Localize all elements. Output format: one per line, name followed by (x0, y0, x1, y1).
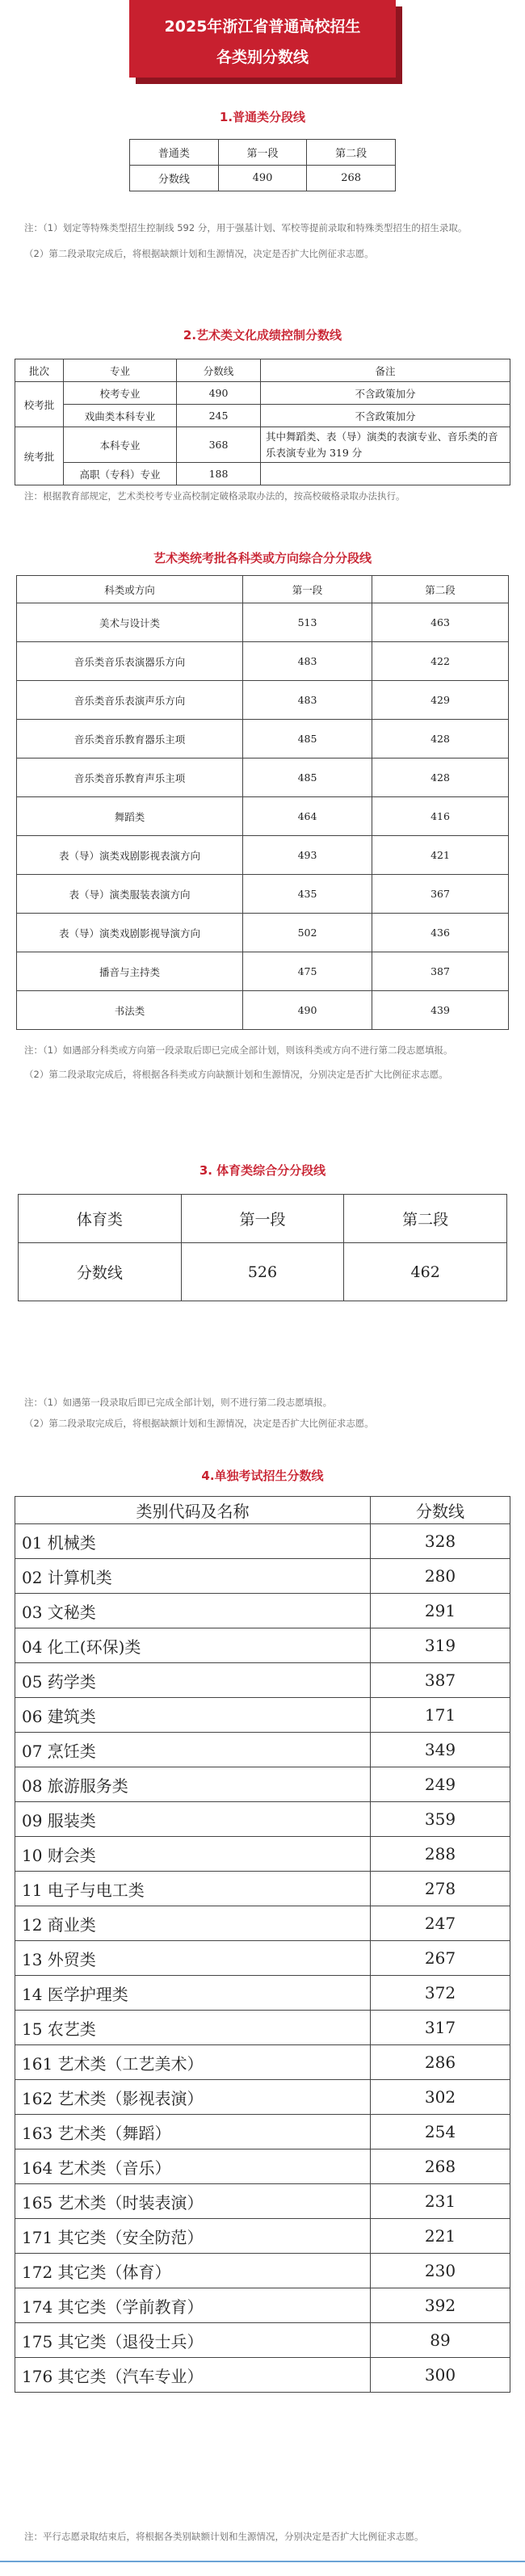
independent-exam-table (15, 1496, 510, 2393)
table-header: 第二段 (344, 1195, 507, 1243)
table-cell: 490 (243, 991, 372, 1030)
table-cell: 387 (372, 952, 509, 991)
table-cell: 10 财会类 (15, 1837, 371, 1872)
table-cell: 165 艺术类（时装表演） (15, 2184, 371, 2219)
table-cell: 171 其它类（安全防范） (15, 2219, 371, 2254)
table-cell: 分数线 (130, 166, 219, 191)
table-header: 体育类 (19, 1195, 182, 1243)
table-header: 第二段 (372, 576, 509, 603)
banner-title: 2025年浙江省普通高校招生 (164, 18, 361, 36)
note-line: 注：（1）如遇部分科类或方向第一段录取后即已完成全部计划，则该科类或方向不进行第二段志愿填报。 (24, 1044, 453, 1056)
table-cell: 245 (177, 405, 261, 427)
table-cell: 421 (372, 836, 509, 875)
table-cell: 06 建筑类 (15, 1698, 371, 1733)
table-cell: 表（导）演类戏剧影视表演方向 (17, 836, 243, 875)
table-cell: 164 艺术类（音乐） (15, 2149, 371, 2184)
table-cell: 317 (371, 2011, 510, 2045)
table-cell: 463 (372, 603, 509, 642)
art-unified-table (16, 575, 509, 1030)
art-culture-note (24, 488, 509, 504)
table-cell: 387 (371, 1663, 510, 1698)
table-cell: 分数线 (19, 1243, 182, 1301)
table-cell: 播音与主持类 (17, 952, 243, 991)
batch-cell: 统考批 (15, 427, 64, 485)
table-cell: 359 (371, 1802, 510, 1837)
table-cell: 其中舞蹈类、表（导）演类的表演专业、音乐类的音乐表演专业为 319 分 (261, 427, 510, 463)
table-cell: 07 烹饪类 (15, 1733, 371, 1767)
table-cell: 349 (371, 1733, 510, 1767)
table-cell: 422 (372, 642, 509, 681)
table-cell: 本科专业 (64, 427, 177, 463)
table-cell (261, 463, 510, 485)
independent-note (24, 2528, 509, 2544)
table-cell: 舞蹈类 (17, 797, 243, 836)
table-cell: 328 (371, 1524, 510, 1559)
table-cell: 音乐类音乐表演器乐方向 (17, 642, 243, 681)
table-cell: 428 (372, 720, 509, 759)
table-cell: 221 (371, 2219, 510, 2254)
table-cell: 526 (181, 1243, 344, 1301)
table-cell: 书法类 (17, 991, 243, 1030)
table-cell: 493 (243, 836, 372, 875)
section-title-independent: 4.单独考试招生分数线 (201, 1469, 324, 1483)
table-header: 类别代码及名称 (15, 1497, 371, 1524)
table-cell: 367 (372, 875, 509, 914)
table-cell: 485 (243, 759, 372, 797)
table-cell: 513 (243, 603, 372, 642)
table-cell: 12 商业类 (15, 1906, 371, 1941)
note-line: 注：平行志愿录取结束后，将根据各类别缺额计划和生源情况，分别决定是否扩大比例征求志愿。 (24, 2531, 424, 2542)
table-cell: 286 (371, 2045, 510, 2080)
table-cell: 485 (243, 720, 372, 759)
table-header: 专业 (64, 359, 177, 382)
table-cell: 02 计算机类 (15, 1559, 371, 1594)
table-cell: 美术与设计类 (17, 603, 243, 642)
table-header: 第一段 (218, 140, 307, 166)
table-cell: 13 外贸类 (15, 1941, 371, 1976)
table-cell: 268 (307, 166, 396, 191)
table-cell: 高职（专科）专业 (64, 463, 177, 485)
table-header: 第二段 (307, 140, 396, 166)
section-title-sports: 3. 体育类综合分分段线 (199, 1163, 326, 1178)
table-header: 分数线 (371, 1497, 510, 1524)
table-cell: 05 药学类 (15, 1663, 371, 1698)
general-score-table (129, 139, 396, 191)
table-cell: 03 文秘类 (15, 1594, 371, 1628)
table-cell: 表（导）演类戏剧影视导演方向 (17, 914, 243, 952)
table-cell: 462 (344, 1243, 507, 1301)
table-cell: 490 (218, 166, 307, 191)
table-cell: 163 艺术类（舞蹈） (15, 2115, 371, 2149)
table-cell: 174 其它类（学前教育） (15, 2288, 371, 2323)
table-cell: 表（导）演类服装表演方向 (17, 875, 243, 914)
table-cell: 429 (372, 681, 509, 720)
table-cell: 300 (371, 2358, 510, 2393)
batch-cell: 校考批 (15, 382, 64, 427)
table-cell: 483 (243, 681, 372, 720)
table-cell: 319 (371, 1628, 510, 1663)
table-cell: 09 服装类 (15, 1802, 371, 1837)
table-header: 批次 (15, 359, 64, 382)
table-cell: 278 (371, 1872, 510, 1906)
table-cell: 162 艺术类（影视表演） (15, 2080, 371, 2115)
table-cell: 01 机械类 (15, 1524, 371, 1559)
general-notes (24, 220, 509, 262)
table-cell: 231 (371, 2184, 510, 2219)
title-banner (129, 0, 396, 78)
table-cell: 音乐类音乐教育器乐主项 (17, 720, 243, 759)
table-cell: 464 (243, 797, 372, 836)
banner-subtitle: 各类别分数线 (216, 48, 309, 66)
table-cell: 247 (371, 1906, 510, 1941)
sports-score-table (18, 1194, 507, 1301)
table-cell: 268 (371, 2149, 510, 2184)
table-cell: 368 (177, 427, 261, 463)
table-cell: 08 旅游服务类 (15, 1767, 371, 1802)
sports-notes (24, 1394, 509, 1431)
note-line: 注：（1）划定等特殊类型招生控制线 592 分，用于强基计划、军校等提前录取和特殊类型招生的招生录取。 (24, 222, 468, 233)
table-cell: 04 化工(环保)类 (15, 1628, 371, 1663)
table-cell: 音乐类音乐表演声乐方向 (17, 681, 243, 720)
note-line: 注：（1）如遇第一段录取后即已完成全部计划，则不进行第二段志愿填报。 (24, 1397, 333, 1408)
bottom-divider (0, 2561, 525, 2562)
table-cell: 502 (243, 914, 372, 952)
table-cell: 416 (372, 797, 509, 836)
table-cell: 249 (371, 1767, 510, 1802)
table-cell: 188 (177, 463, 261, 485)
table-cell: 291 (371, 1594, 510, 1628)
table-header: 分数线 (177, 359, 261, 382)
note-line: （2）第二段录取完成后，将根据各科类或方向缺额计划和生源情况，分别决定是否扩大比例征求志愿。 (24, 1069, 448, 1080)
note-line: 注：根据教育部规定，艺术类校考专业高校制定破格录取办法的，按高校破格录取办法执行。 (24, 490, 405, 502)
note-line: （2）第二段录取完成后，将根据缺额计划和生源情况，决定是否扩大比例征求志愿。 (24, 1418, 374, 1429)
table-header: 普通类 (130, 140, 219, 166)
note-line: （2）第二段录取完成后，将根据缺额计划和生源情况，决定是否扩大比例征求志愿。 (24, 248, 374, 259)
art-unified-notes (24, 1042, 509, 1082)
table-cell: 不含政策加分 (261, 382, 510, 405)
table-cell: 288 (371, 1837, 510, 1872)
table-cell: 161 艺术类（工艺美术） (15, 2045, 371, 2080)
art-culture-table (15, 359, 510, 485)
table-header: 备注 (261, 359, 510, 382)
table-cell: 音乐类音乐教育声乐主项 (17, 759, 243, 797)
table-cell: 267 (371, 1941, 510, 1976)
table-header: 第一段 (243, 576, 372, 603)
table-cell: 428 (372, 759, 509, 797)
section-title-general: 1.普通类分段线 (219, 110, 306, 124)
table-cell: 254 (371, 2115, 510, 2149)
table-header: 第一段 (181, 1195, 344, 1243)
table-cell: 280 (371, 1559, 510, 1594)
table-cell: 475 (243, 952, 372, 991)
table-cell: 392 (371, 2288, 510, 2323)
table-cell: 15 农艺类 (15, 2011, 371, 2045)
table-cell: 175 其它类（退役士兵） (15, 2323, 371, 2358)
table-cell: 435 (243, 875, 372, 914)
section-title-art-culture: 2.艺术类文化成绩控制分数线 (183, 328, 342, 342)
table-cell: 230 (371, 2254, 510, 2288)
table-cell: 校考专业 (64, 382, 177, 405)
table-cell: 439 (372, 991, 509, 1030)
table-cell: 不含政策加分 (261, 405, 510, 427)
table-cell: 171 (371, 1698, 510, 1733)
table-cell: 483 (243, 642, 372, 681)
table-cell: 176 其它类（汽车专业） (15, 2358, 371, 2393)
table-cell: 89 (371, 2323, 510, 2358)
table-cell: 372 (371, 1976, 510, 2011)
table-header: 科类或方向 (17, 576, 243, 603)
table-cell: 436 (372, 914, 509, 952)
table-cell: 172 其它类（体育） (15, 2254, 371, 2288)
table-cell: 14 医学护理类 (15, 1976, 371, 2011)
table-cell: 戏曲类本科专业 (64, 405, 177, 427)
table-cell: 11 电子与电工类 (15, 1872, 371, 1906)
table-cell: 302 (371, 2080, 510, 2115)
table-cell: 490 (177, 382, 261, 405)
section-title-art-unified: 艺术类统考批各科类或方向综合分分段线 (153, 551, 372, 565)
